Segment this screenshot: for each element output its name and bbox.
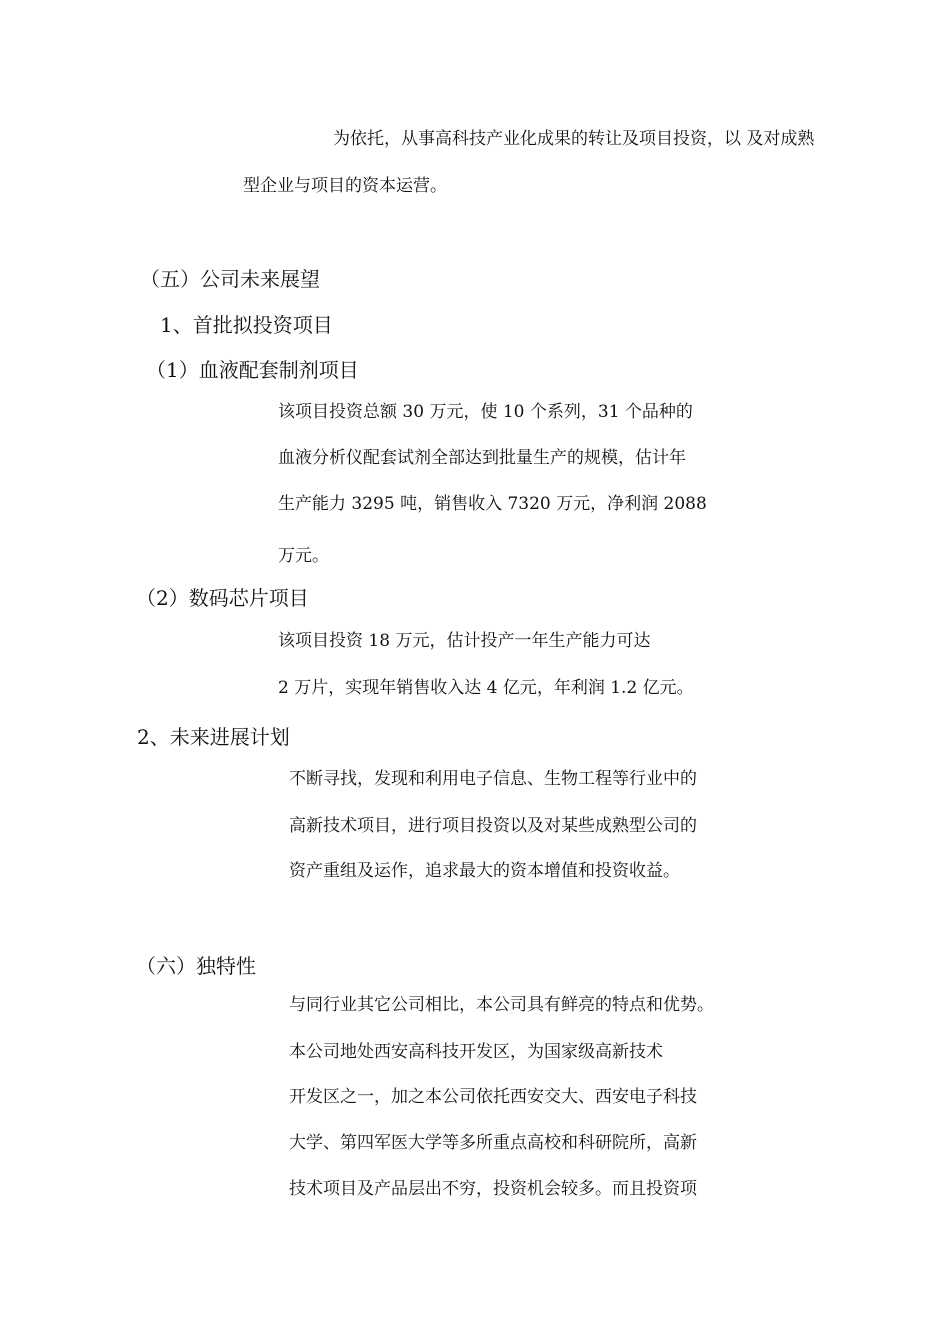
intro-line-1: 为依托，从事高科技产业化成果的转让及项目投资，以 及对成熟 [333, 129, 815, 149]
item-1-line-1: 该项目投资总额 30 万元，使 10 个系列，31 个品种的 [278, 402, 693, 422]
section-5-heading: （五）公司未来展望 [140, 267, 320, 291]
subsection-2-line-2: 高新技术项目，进行项目投资以及对某些成熟型公司的 [289, 816, 697, 836]
section-6-line-2: 本公司地处西安高科技开发区，为国家级高新技术 [289, 1042, 663, 1062]
section-6-heading: （六）独特性 [136, 954, 256, 978]
subsection-2-line-3: 资产重组及运作，追求最大的资本增值和投资收益。 [289, 861, 680, 881]
item-1-heading: （1）血液配套制剂项目 [146, 358, 359, 382]
item-2-heading: （2）数码芯片项目 [136, 586, 309, 610]
subsection-2-heading: 2、未来进展计划 [137, 725, 290, 749]
section-6-line-4: 大学、第四军医大学等多所重点高校和科研院所，高新 [289, 1133, 697, 1153]
item-2-line-1: 该项目投资 18 万元，估计投产一年生产能力可达 [278, 631, 651, 651]
subsection-1-heading: 1、首批拟投资项目 [160, 313, 333, 337]
item-1-line-4: 万元。 [278, 546, 329, 566]
subsection-2-line-1: 不断寻找，发现和利用电子信息、生物工程等行业中的 [289, 769, 697, 789]
item-1-line-3: 生产能力 3295 吨，销售收入 7320 万元，净利润 2088 [278, 494, 707, 514]
item-2-line-2: 2 万片，实现年销售收入达 4 亿元，年利润 1.2 亿元。 [278, 678, 694, 698]
section-6-line-1: 与同行业其它公司相比，本公司具有鲜亮的特点和优势。 [289, 995, 714, 1015]
section-6-line-5: 技术项目及产品层出不穷，投资机会较多。而且投资项 [289, 1179, 697, 1199]
section-6-line-3: 开发区之一，加之本公司依托西安交大、西安电子科技 [289, 1087, 697, 1107]
item-1-line-2: 血液分析仪配套试剂全部达到批量生产的规模，估计年 [278, 448, 686, 468]
intro-line-2: 型企业与项目的资本运营。 [243, 176, 447, 196]
